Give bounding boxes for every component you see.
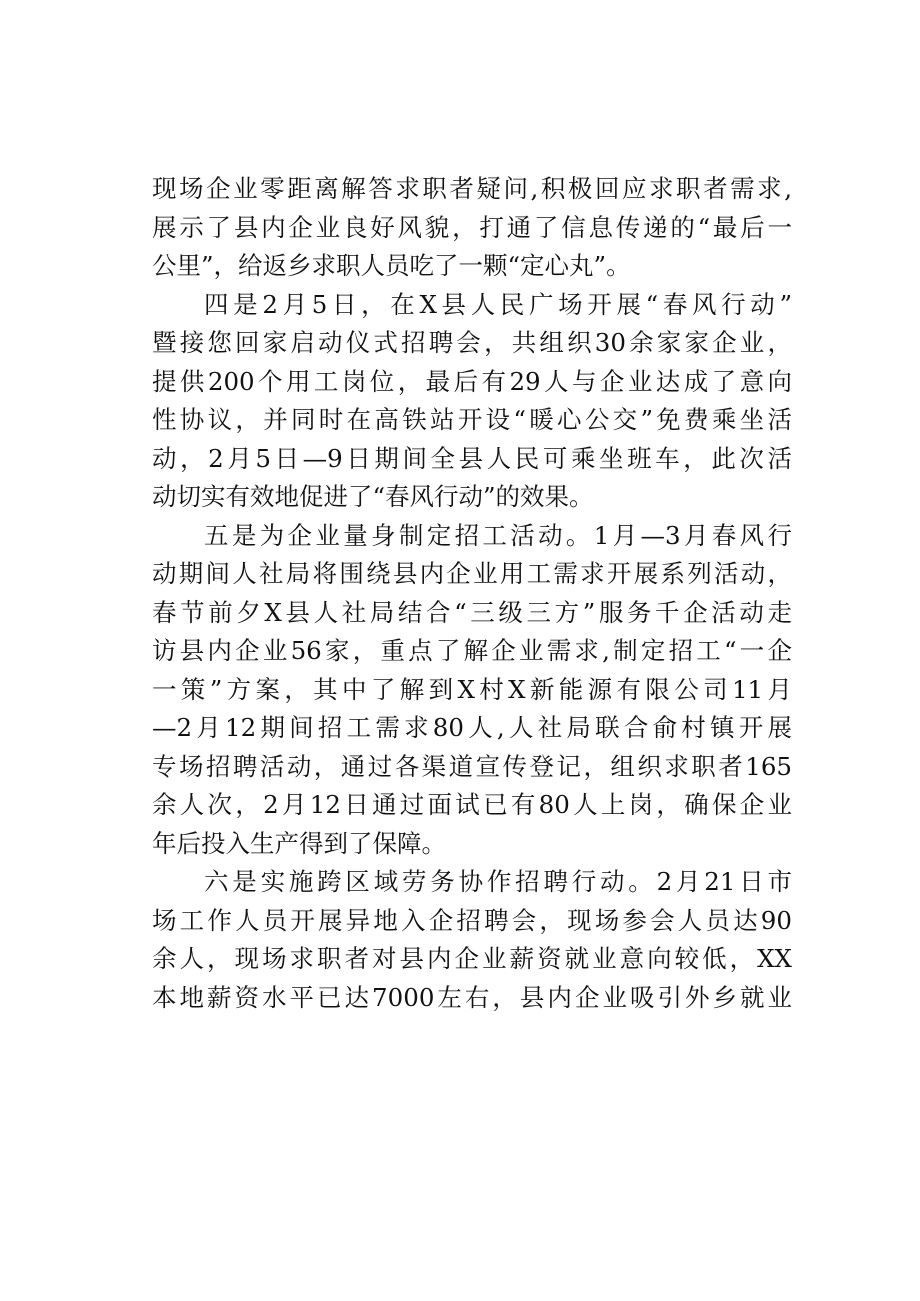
text-line: 现场企业零距离解答求职者疑问,积极回应求职者需求,	[152, 174, 792, 203]
text-line: 场工作人员开展异地入企招聘会，现场参会人员达90	[152, 905, 792, 935]
text-line: 四是2月5日，在X县人民广场开展“春风行动”	[204, 289, 792, 319]
text-line: 春节前夕X县人社局结合“三级三方”服务千企活动走	[152, 597, 792, 627]
text-line: 六是实施跨区域劳务协作招聘行动。2月21日市	[204, 867, 792, 896]
text-line: 专场招聘活动，通过各渠道宣传登记，组织求职者165	[152, 751, 792, 781]
text-line: 展示了县内企业良好风貌，打通了信息传递的“最后一	[152, 212, 792, 242]
text-line: 公里”，给返乡求职人员吃了一颗“定心丸”。	[152, 251, 631, 280]
text-line: 一策”方案，其中了解到X村X新能源有限公司11月	[152, 674, 792, 704]
text-line: 余人，现场求职者对县内企业薪资就业意向较低，XX	[152, 944, 792, 973]
paragraph-item-four	[152, 286, 792, 517]
text-line: 五是为企业量身制定招工活动。1月—3月春风行	[204, 520, 792, 550]
text-line: 余人次，2月12日通过面试已有80人上岗，确保企业	[152, 790, 792, 819]
text-line: 动期间人社局将围绕县内企业用工需求开展系列活动，	[152, 559, 792, 588]
document-body	[152, 170, 792, 1017]
text-line: 本地薪资水平已达7000左右，县内企业吸引外乡就业	[152, 982, 792, 1012]
text-line: 性协议，并同时在高铁站开设“暖心公交”免费乘坐活	[152, 405, 792, 434]
text-line: 访县内企业56家，重点了解企业需求,制定招工“一企	[152, 636, 792, 665]
text-line: 动切实有效地促进了“春风行动”的效果。	[152, 482, 594, 511]
text-line: 暨接您回家启动仪式招聘会，共组织30余家家企业，	[152, 328, 792, 357]
text-line: 年后投入生产得到了保障。	[152, 828, 446, 858]
paragraph-continuation	[152, 170, 792, 286]
paragraph-item-five	[152, 517, 792, 864]
text-line: 动，2月5日—9日期间全县人民可乘坐班车，此次活	[152, 443, 792, 473]
text-line: —2月12期间招工需求80人,人社局联合俞村镇开展	[152, 713, 792, 742]
paragraph-item-six	[152, 863, 792, 1017]
text-line: 提供200个用工岗位，最后有29人与企业达成了意向	[152, 366, 792, 396]
